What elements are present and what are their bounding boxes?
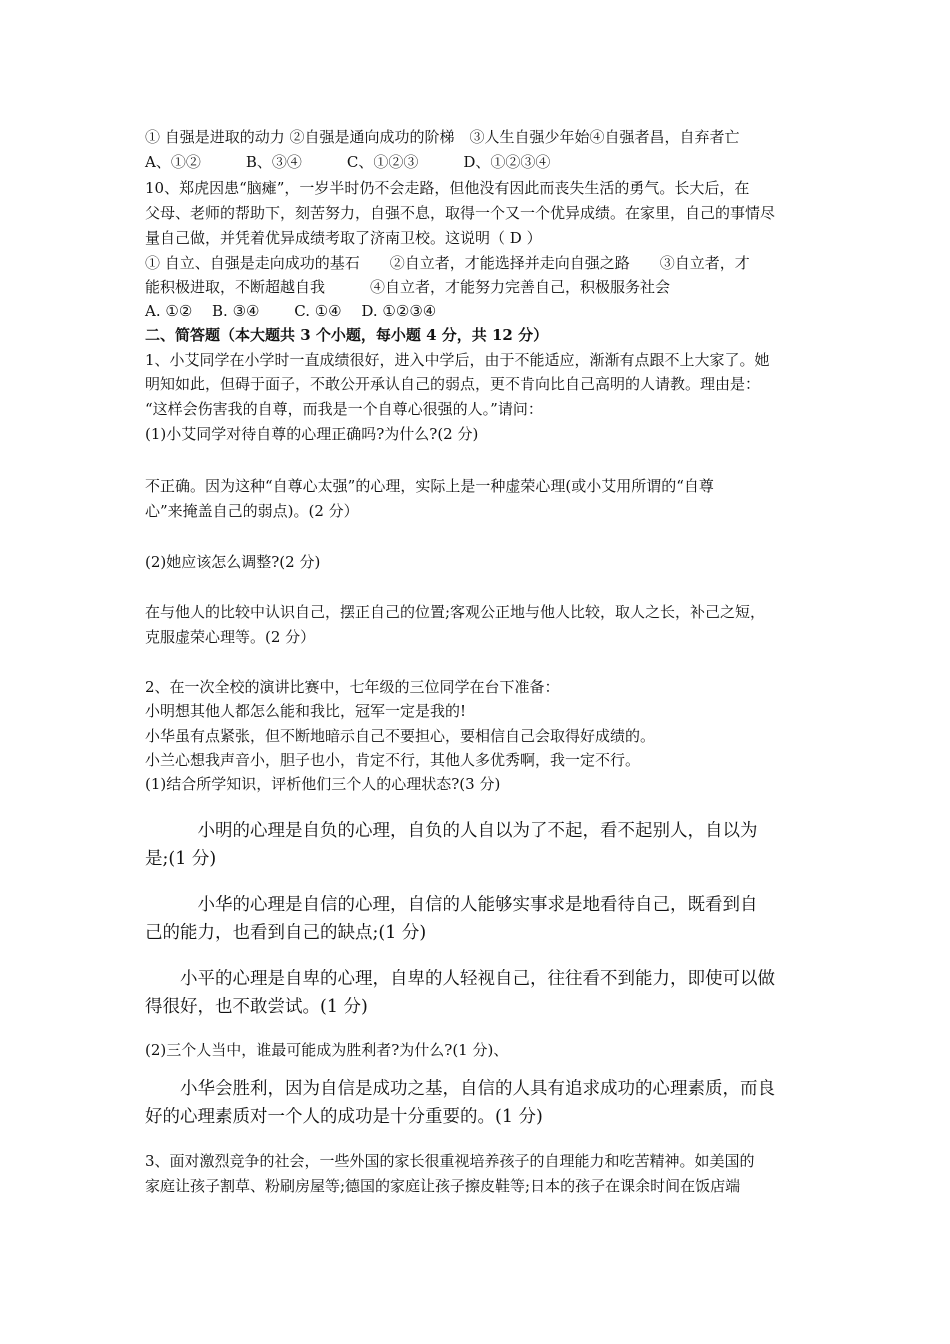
- q3-stem-line-2: 家庭让孩子割草、粉刷房屋等;德国的家庭让孩子擦皮鞋等;日本的孩子在课余时间在饭店端: [145, 1177, 741, 1195]
- q1-answer-1-line-1: 不正确。因为这种“自尊心太强”的心理，实际上是一种虚荣心理(或小艾用所谓的“自尊: [145, 477, 714, 495]
- q2-sub-question-2: (2)三个人当中，谁最可能成为胜利者?为什么?(1 分)、: [145, 1041, 509, 1059]
- question-10-line-1: 10、郑虎因患“脑瘫”，一岁半时仍不会走路，但他没有因此而丧失生活的勇气。长大后，在: [145, 179, 750, 197]
- q1-stem-line-3: “这样会伤害我的自尊，而我是一个自尊心很强的人。”请问：: [145, 400, 543, 418]
- q2-answer-xiaohua-line-2: 己的能力，也看到自己的缺点;(1 分): [145, 923, 427, 943]
- q2-xiaohua: 小华虽有点紧张，但不断地暗示自己不要担心，要相信自己会取得好成绩的。: [145, 727, 656, 745]
- q1-answer-2-line-1: 在与他人的比较中认识自己，摆正自己的位置;客观公正地与他人比较，取人之长，补己之短，: [145, 603, 766, 621]
- answer-choices-line: A、①② B、③④ C、①②③ D、①②③④: [145, 153, 551, 171]
- q3-stem-line-1: 3、面对激烈竞争的社会，一些外国的家长很重视培养孩子的自理能力和吃苦精神。如美国的: [145, 1152, 755, 1170]
- q2-answer-xiaoping-line-1: 小平的心理是自卑的心理，自卑的人轻视自己，往往看不到能力，即使可以做: [145, 969, 775, 989]
- q2-answer-xiaoping-line-2: 得很好，也不敢尝试。(1 分): [145, 997, 368, 1017]
- q2-sub-question-1: (1)结合所学知识，评析他们三个人的心理状态?(3 分): [145, 775, 501, 793]
- q2-stem: 2、在一次全校的演讲比赛中，七年级的三位同学在台下准备：: [145, 678, 560, 696]
- q2-answer-2-line-2: 好的心理素质对一个人的成功是十分重要的。(1 分): [145, 1107, 543, 1127]
- q1-stem-line-2: 明知如此，但碍于面子，不敢公开承认自己的弱点，更不肯向比自己高明的人请教。理由是：: [145, 375, 761, 393]
- q2-answer-xiaoming-line-2: 是;(1 分): [145, 849, 217, 869]
- question-10-line-2: 父母、老师的帮助下，刻苦努力，自强不息，取得一个又一个优异成绩。在家里，自己的事情尽: [145, 204, 776, 222]
- q2-answer-xiaohua-line-1: 小华的心理是自信的心理，自信的人能够实事求是地看待自己，既看到自: [145, 895, 758, 915]
- q1-answer-1-line-2: 心”来掩盖自己的弱点)。(2 分）: [145, 502, 359, 520]
- section-heading: 二、简答题（本大题共 3 个小题，每小题 4 分，共 12 分）: [145, 326, 549, 344]
- option-statements-line: ① 自强是进取的动力 ②自强是通向成功的阶梯 ③人生自强少年始④自强者昌，自弃者亡: [145, 128, 740, 146]
- q2-answer-2-line-1: 小华会胜利，因为自信是成功之基，自信的人具有追求成功的心理素质，而良: [145, 1079, 775, 1099]
- q1-answer-2-line-2: 克服虚荣心理等。(2 分）: [145, 628, 316, 646]
- q1-sub-question-2: (2)她应该怎么调整?(2 分): [145, 553, 321, 571]
- question-10-options-line-1: ① 自立、自强是走向成功的基石 ②自立者，才能选择并走向自强之路 ③自立者，才: [145, 254, 750, 272]
- q2-xiaoming: 小明想其他人都怎么能和我比，冠军一定是我的!: [145, 702, 467, 720]
- q1-sub-question-1: (1)小艾同学对待自尊的心理正确吗?为什么?(2 分): [145, 425, 479, 443]
- q2-xiaolan: 小兰心想我声音小，胆子也小，肯定不行，其他人多优秀啊，我一定不行。: [145, 751, 641, 769]
- question-10-answer-choices: A. ①② B. ③④ C. ①④ D. ①②③④: [145, 302, 437, 320]
- question-10-options-line-2: 能积极进取，不断超越自我 ④自立者，才能努力完善自己，积极服务社会: [145, 278, 671, 296]
- question-10-line-3: 量自己做，并凭着优异成绩考取了济南卫校。这说明（ D ）: [145, 229, 542, 247]
- q1-stem-line-1: 1、小艾同学在小学时一直成绩很好，进入中学后，由于不能适应，渐渐有点跟不上大家了。她: [145, 351, 770, 369]
- q2-answer-xiaoming-line-1: 小明的心理是自负的心理，自负的人自以为了不起，看不起别人，自以为: [145, 821, 758, 841]
